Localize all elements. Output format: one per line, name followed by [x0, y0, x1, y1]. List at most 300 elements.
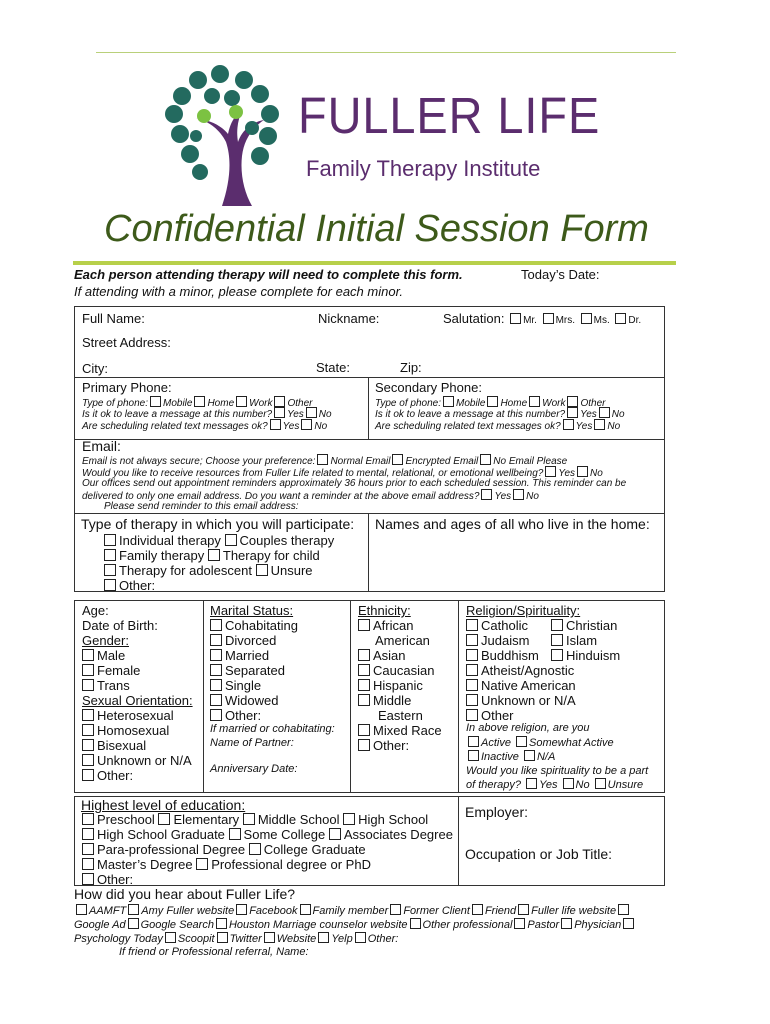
religion-label: Religion/Spirituality: — [466, 603, 581, 618]
sal-ms: Ms. — [593, 315, 610, 326]
opt: Yelp — [331, 933, 353, 945]
edu-row-2 — [82, 827, 453, 842]
checkbox-normal-email[interactable] — [317, 454, 328, 465]
checkbox-other[interactable] — [358, 739, 370, 751]
opt: College Graduate — [263, 842, 366, 857]
opt: Normal Email — [330, 456, 391, 467]
opt: American — [375, 633, 430, 648]
opt: Encrypted Email — [405, 456, 479, 467]
checkbox-work[interactable] — [529, 396, 540, 407]
checkbox-christian[interactable] — [551, 619, 563, 631]
checkbox-yes[interactable] — [481, 489, 492, 500]
divider — [458, 600, 459, 793]
checkbox-mr[interactable] — [510, 313, 521, 324]
checkbox-buddhism[interactable] — [466, 649, 478, 661]
opt: Unsure — [607, 779, 644, 791]
rel-row — [466, 678, 620, 693]
checkbox-associates[interactable] — [329, 828, 341, 840]
col-marital — [210, 603, 298, 723]
checkbox-unsure[interactable] — [595, 778, 606, 789]
opt: Facebook — [249, 905, 298, 917]
opt: Friend — [484, 905, 517, 917]
opt: Active — [481, 736, 511, 749]
therapy-row-4 — [104, 578, 155, 593]
opt: Amy Fuller website — [141, 905, 235, 917]
checkbox-google-search[interactable] — [128, 918, 139, 929]
orientation-label: Sexual Orientation: — [82, 693, 193, 708]
opt: Individual therapy — [119, 533, 221, 548]
email-reminder-info: Our offices send out appointment reminders approximately 36 hours prior to each scheduled session. This reminder can be — [82, 478, 627, 489]
checkbox-bisexual[interactable] — [82, 739, 94, 751]
opt: Somewhat Active — [529, 736, 614, 749]
opt: Catholic — [481, 618, 528, 633]
orientation-opt — [82, 723, 193, 738]
checkbox-middle-school[interactable] — [243, 813, 255, 825]
checkbox-work[interactable] — [236, 396, 247, 407]
opt: N/A — [536, 751, 556, 763]
phone-type-label: Type of phone: — [82, 398, 148, 409]
checkbox-no[interactable] — [513, 489, 524, 500]
checkbox-no[interactable] — [306, 407, 317, 418]
opt: Other: — [373, 738, 410, 753]
checkbox-unknown[interactable] — [82, 754, 94, 766]
checkbox-other[interactable] — [104, 579, 116, 591]
edu-row-1 — [82, 812, 428, 827]
checkbox-single[interactable] — [210, 679, 222, 691]
opt: No — [318, 409, 332, 420]
opt: Mixed Race — [373, 723, 442, 738]
page-title: Confidential Initial Session Form — [104, 208, 649, 250]
referral-name-label: If friend or Professional referral, Name: — [119, 946, 309, 958]
checkbox-mobile[interactable] — [443, 396, 454, 407]
zip-label: Zip: — [400, 360, 422, 375]
opt: No — [314, 421, 328, 432]
divider — [203, 600, 204, 793]
opt: AAMFT — [89, 905, 127, 917]
anniversary-label: Anniversary Date: — [210, 763, 298, 775]
divider — [368, 513, 369, 592]
checkbox-family[interactable] — [104, 549, 116, 561]
opt: Physician — [574, 919, 622, 931]
brand-tagline: Family Therapy Institute — [306, 156, 541, 181]
edu-row-3 — [82, 842, 366, 857]
religion-activity — [466, 722, 648, 793]
divider — [74, 377, 665, 378]
checkbox-para[interactable] — [82, 843, 94, 855]
divider — [368, 377, 369, 440]
secondary-text-msg — [375, 419, 620, 432]
eth-opt — [358, 693, 442, 708]
checkbox-home[interactable] — [194, 396, 205, 407]
opt: Yes — [494, 491, 512, 502]
opt: Pastor — [527, 919, 560, 931]
rel-row — [466, 693, 620, 708]
checkbox-preschool[interactable] — [82, 813, 94, 825]
spirituality-question-2: of therapy? — [466, 779, 522, 791]
opt: Twitter — [229, 933, 262, 945]
checkbox-other[interactable] — [466, 709, 478, 721]
checkbox-dr[interactable] — [615, 313, 626, 324]
opt: Associates Degree — [343, 827, 453, 842]
leave-msg-text: Is it ok to leave a message at this number? — [375, 409, 566, 420]
employer-label: Employer: — [465, 804, 529, 820]
checkbox-child[interactable] — [208, 549, 220, 561]
checkbox-mixed-race[interactable] — [358, 724, 370, 736]
opt: Other professional — [422, 919, 513, 931]
eth-opt — [358, 648, 442, 663]
opt: Other: — [97, 872, 134, 887]
intro-line-2: If attending with a minor, please complete for each minor. — [74, 284, 404, 299]
opt: Homosexual — [97, 723, 170, 738]
phone-type-label: Type of phone: — [375, 398, 441, 409]
marital-opt — [210, 648, 298, 663]
eth-opt — [358, 738, 442, 753]
marital-opt — [210, 708, 298, 723]
opt: Yes — [580, 409, 597, 420]
checkbox-no[interactable] — [301, 419, 312, 430]
orientation-opt — [82, 708, 193, 723]
opt: Eastern — [378, 708, 423, 723]
brand-name: FULLER LIFE — [298, 87, 601, 144]
checkbox-some-college[interactable] — [229, 828, 241, 840]
divider — [350, 600, 351, 793]
opt: Cohabitating — [225, 618, 298, 633]
checkbox-no[interactable] — [577, 466, 588, 477]
sal-mr: Mr. — [523, 315, 537, 326]
checkbox-no[interactable] — [563, 778, 574, 789]
gender-label: Gender: — [82, 633, 129, 648]
opt: Caucasian — [373, 663, 435, 678]
marital-opt — [210, 663, 298, 678]
activity-row — [466, 750, 648, 765]
opt: No — [611, 409, 625, 420]
opt: Professional degree or PhD — [211, 857, 371, 872]
gender-female — [82, 663, 193, 678]
marital-label: Marital Status: — [210, 603, 294, 618]
opt: Houston Marriage counselor website — [228, 919, 408, 931]
checkbox-home[interactable] — [487, 396, 498, 407]
checkbox-scoopit[interactable] — [165, 932, 176, 943]
nickname-label: Nickname: — [318, 311, 380, 326]
referral-label: How did you hear about Fuller Life? — [74, 886, 296, 902]
checkbox-adolescent[interactable] — [104, 564, 116, 576]
opt: Other — [580, 398, 606, 409]
checkbox-physician[interactable] — [561, 918, 572, 929]
opt: Former Client — [403, 905, 470, 917]
opt: Unknown or N/A — [97, 753, 192, 768]
checkbox-other[interactable] — [355, 932, 366, 943]
rel-row — [466, 618, 620, 633]
checkbox-high-school[interactable] — [343, 813, 355, 825]
col-religion — [466, 603, 620, 723]
checkbox-no-email[interactable] — [480, 454, 491, 465]
checkbox-asian[interactable] — [358, 649, 370, 661]
opt: No — [607, 421, 621, 432]
opt: Yes — [282, 421, 300, 432]
opt: Christian — [566, 618, 618, 633]
opt: African — [373, 618, 414, 633]
checkbox-twitter[interactable] — [217, 932, 228, 943]
checkbox-yes[interactable] — [545, 466, 556, 477]
opt: Male — [97, 648, 126, 663]
opt: Yes — [575, 421, 593, 432]
opt: Fuller life website — [531, 905, 617, 917]
opt: Preschool — [97, 812, 155, 827]
checkbox-other[interactable] — [82, 873, 94, 885]
opt: Judaism — [481, 633, 530, 648]
checkbox-separated[interactable] — [210, 664, 222, 676]
opt: Islam — [566, 633, 598, 648]
state-label: State: — [316, 360, 350, 375]
primary-text-msg — [82, 419, 327, 432]
opt: Family member — [312, 905, 389, 917]
checkbox-other-professional[interactable] — [410, 918, 421, 929]
checkbox-islam[interactable] — [551, 634, 563, 646]
checkbox-google-ad[interactable] — [618, 904, 629, 915]
checkbox-hs-grad[interactable] — [82, 828, 94, 840]
reminder-question-text: delivered to only one email address. Do you want a reminder at the above email address? — [82, 491, 480, 502]
opt: Other: — [225, 708, 262, 723]
marital-opt — [210, 678, 298, 693]
opt: Work — [542, 398, 566, 409]
city-label: City: — [82, 361, 108, 376]
checkbox-na[interactable] — [524, 750, 535, 761]
opt: Other: — [367, 933, 399, 945]
checkbox-former-client[interactable] — [390, 904, 401, 915]
opt: Yes — [539, 779, 558, 791]
opt: Psychology Today — [74, 933, 163, 945]
checkbox-other[interactable] — [567, 396, 578, 407]
partner-label: Name of Partner: — [210, 737, 294, 749]
checkbox-widowed[interactable] — [210, 694, 222, 706]
checkbox-atheist[interactable] — [466, 664, 478, 676]
checkbox-heterosexual[interactable] — [82, 709, 94, 721]
col-demographics — [82, 603, 193, 783]
spirituality-question: Would you like spirituality to be a part — [466, 764, 649, 777]
street-label: Street Address: — [82, 335, 171, 350]
col-ethnicity — [358, 603, 442, 753]
salutation-label: Salutation: — [443, 311, 505, 326]
checkbox-yelp[interactable] — [318, 932, 329, 943]
checkbox-divorced[interactable] — [210, 634, 222, 646]
checkbox-college-grad[interactable] — [249, 843, 261, 855]
checkbox-encrypted-email[interactable] — [392, 454, 403, 465]
checkbox-trans[interactable] — [82, 679, 94, 691]
eth-opt — [358, 723, 442, 738]
checkbox-houston-marriage[interactable] — [216, 918, 227, 929]
referral-row-3 — [74, 932, 398, 945]
opt: Scoopit — [177, 933, 215, 945]
therapy-row-1 — [104, 533, 334, 548]
checkbox-masters[interactable] — [82, 858, 94, 870]
edu-row-5 — [82, 872, 133, 887]
education-label: Highest level of education: — [81, 797, 246, 813]
opt: Native American — [481, 678, 576, 693]
orientation-opt — [82, 738, 193, 753]
opt: Atheist/Agnostic — [481, 663, 575, 678]
checkbox-african-american[interactable] — [358, 619, 370, 631]
checkbox-somewhat-active[interactable] — [516, 736, 527, 747]
checkbox-other[interactable] — [82, 769, 94, 781]
opt: Bisexual — [97, 738, 147, 753]
opt: Inactive — [481, 751, 519, 763]
email-pref-text: Email is not always secure; Choose your preference: — [82, 456, 316, 467]
opt: Website — [276, 933, 317, 945]
checkbox-yes[interactable] — [563, 419, 574, 430]
checkbox-facebook[interactable] — [236, 904, 247, 915]
ethnicity-label: Ethnicity: — [358, 603, 411, 618]
checkbox-catholic[interactable] — [466, 619, 478, 631]
checkbox-active[interactable] — [468, 736, 479, 747]
checkbox-fuller-life-website[interactable] — [518, 904, 529, 915]
checkbox-caucasian[interactable] — [358, 664, 370, 676]
checkbox-male[interactable] — [82, 649, 94, 661]
opt: Therapy for adolescent — [119, 563, 252, 578]
checkbox-native-american[interactable] — [466, 679, 478, 691]
checkbox-couples[interactable] — [225, 534, 237, 546]
opt: Asian — [373, 648, 406, 663]
checkbox-hispanic[interactable] — [358, 679, 370, 691]
opt: Buddhism — [481, 648, 539, 663]
opt: Heterosexual — [97, 708, 174, 723]
checkbox-mobile[interactable] — [150, 396, 161, 407]
checkbox-mrs[interactable] — [543, 313, 554, 324]
checkbox-female[interactable] — [82, 664, 94, 676]
rel-row — [466, 663, 620, 678]
marital-opt — [210, 693, 298, 708]
edu-row-4 — [82, 857, 371, 872]
opt: Unknown or N/A — [481, 693, 576, 708]
salutation-field — [443, 311, 641, 326]
checkbox-cohabitating[interactable] — [210, 619, 222, 631]
opt: Married — [225, 648, 270, 663]
checkbox-no[interactable] — [594, 419, 605, 430]
opt: High School — [358, 812, 429, 827]
orientation-opt — [82, 753, 193, 768]
opt: Yes — [287, 409, 304, 420]
leave-msg-text: Is it ok to leave a message at this number? — [82, 409, 273, 420]
checkbox-unsure[interactable] — [256, 564, 268, 576]
opt: No — [526, 491, 539, 502]
checkbox-pastor[interactable] — [514, 918, 525, 929]
opt: Some College — [243, 827, 326, 842]
opt: Yes — [558, 468, 576, 479]
checkbox-yes[interactable] — [567, 407, 578, 418]
opt: Other: — [97, 768, 134, 783]
opt: Google Search — [140, 919, 214, 931]
opt: Middle School — [257, 812, 340, 827]
text-msg-text: Are scheduling related text messages ok? — [375, 421, 561, 432]
checkbox-aamft[interactable] — [76, 904, 87, 915]
dob-label: Date of Birth: — [82, 618, 158, 633]
checkbox-other[interactable] — [210, 709, 222, 721]
divider — [458, 796, 459, 886]
referral-row-2 — [74, 918, 636, 931]
opt: Unsure — [270, 563, 313, 578]
opt: Therapy for child — [222, 548, 320, 563]
checkbox-amy-fuller[interactable] — [128, 904, 139, 915]
opt: Divorced — [225, 633, 277, 648]
checkbox-judaism[interactable] — [466, 634, 478, 646]
opt: No Email Please — [493, 456, 568, 467]
spirit-row — [466, 778, 648, 793]
resources-text: Would you like to receive resources from Fuller Life related to mental, relational, or emotional wellbeing? — [82, 468, 544, 479]
eth-opt — [358, 678, 442, 693]
opt: Work — [249, 398, 273, 409]
opt: Mobile — [162, 398, 193, 409]
opt: Elementary — [173, 812, 240, 827]
household-label: Names and ages of all who live in the home: — [375, 516, 650, 532]
opt: Trans — [97, 678, 130, 693]
eth-opt — [358, 618, 442, 633]
opt: Other — [481, 708, 514, 723]
opt: Hispanic — [373, 678, 423, 693]
age-label: Age: — [82, 603, 109, 618]
email-reminder-address: Please send reminder to this email address: — [104, 501, 299, 512]
opt: High School Graduate — [97, 827, 225, 842]
rel-row — [466, 708, 620, 723]
opt: Widowed — [225, 693, 279, 708]
checkbox-psychology-today[interactable] — [623, 918, 634, 929]
checkbox-friend[interactable] — [472, 904, 483, 915]
referral-row-1 — [74, 904, 631, 917]
checkbox-middle-eastern[interactable] — [358, 694, 370, 706]
intro-line-1: Each person attending therapy will need to complete this form. — [74, 267, 463, 282]
checkbox-elementary[interactable] — [158, 813, 170, 825]
checkbox-ms[interactable] — [581, 313, 592, 324]
opt: Hinduism — [566, 648, 621, 663]
top-rule — [96, 52, 676, 53]
opt: Other — [287, 398, 313, 409]
checkbox-homosexual[interactable] — [82, 724, 94, 736]
opt: Home — [207, 398, 235, 409]
checkbox-family-member[interactable] — [300, 904, 311, 915]
therapy-type-label: Type of therapy in which you will participate: — [81, 516, 355, 532]
checkbox-inactive[interactable] — [468, 750, 479, 761]
opt: Single — [225, 678, 262, 693]
opt: Google Ad — [74, 919, 126, 931]
checkbox-individual[interactable] — [104, 534, 116, 546]
if-married-text: If married or cohabitating: — [210, 723, 335, 735]
therapy-row-3 — [104, 563, 313, 578]
therapy-row-2 — [104, 548, 320, 563]
opt: Mobile — [455, 398, 486, 409]
checkbox-no[interactable] — [599, 407, 610, 418]
checkbox-professional[interactable] — [196, 858, 208, 870]
opt: Other: — [119, 578, 156, 593]
primary-phone-label: Primary Phone: — [82, 380, 172, 395]
occupation-label: Occupation or Job Title: — [465, 846, 613, 862]
checkbox-yes[interactable] — [274, 407, 285, 418]
gender-trans — [82, 678, 193, 693]
checkbox-married[interactable] — [210, 649, 222, 661]
checkbox-other[interactable] — [274, 396, 285, 407]
opt: Master’s Degree — [97, 857, 193, 872]
opt: No — [590, 468, 603, 479]
gender-male — [82, 648, 193, 663]
checkbox-yes[interactable] — [270, 419, 281, 430]
opt: Para-professional Degree — [97, 842, 246, 857]
full-name-label: Full Name: — [82, 311, 145, 326]
checkbox-website[interactable] — [264, 932, 275, 943]
checkbox-unknown[interactable] — [466, 694, 478, 706]
opt: Separated — [225, 663, 285, 678]
activity-row — [466, 736, 648, 751]
checkbox-yes[interactable] — [526, 778, 537, 789]
opt: Female — [97, 663, 141, 678]
checkbox-hinduism[interactable] — [551, 649, 563, 661]
marital-opt — [210, 618, 298, 633]
